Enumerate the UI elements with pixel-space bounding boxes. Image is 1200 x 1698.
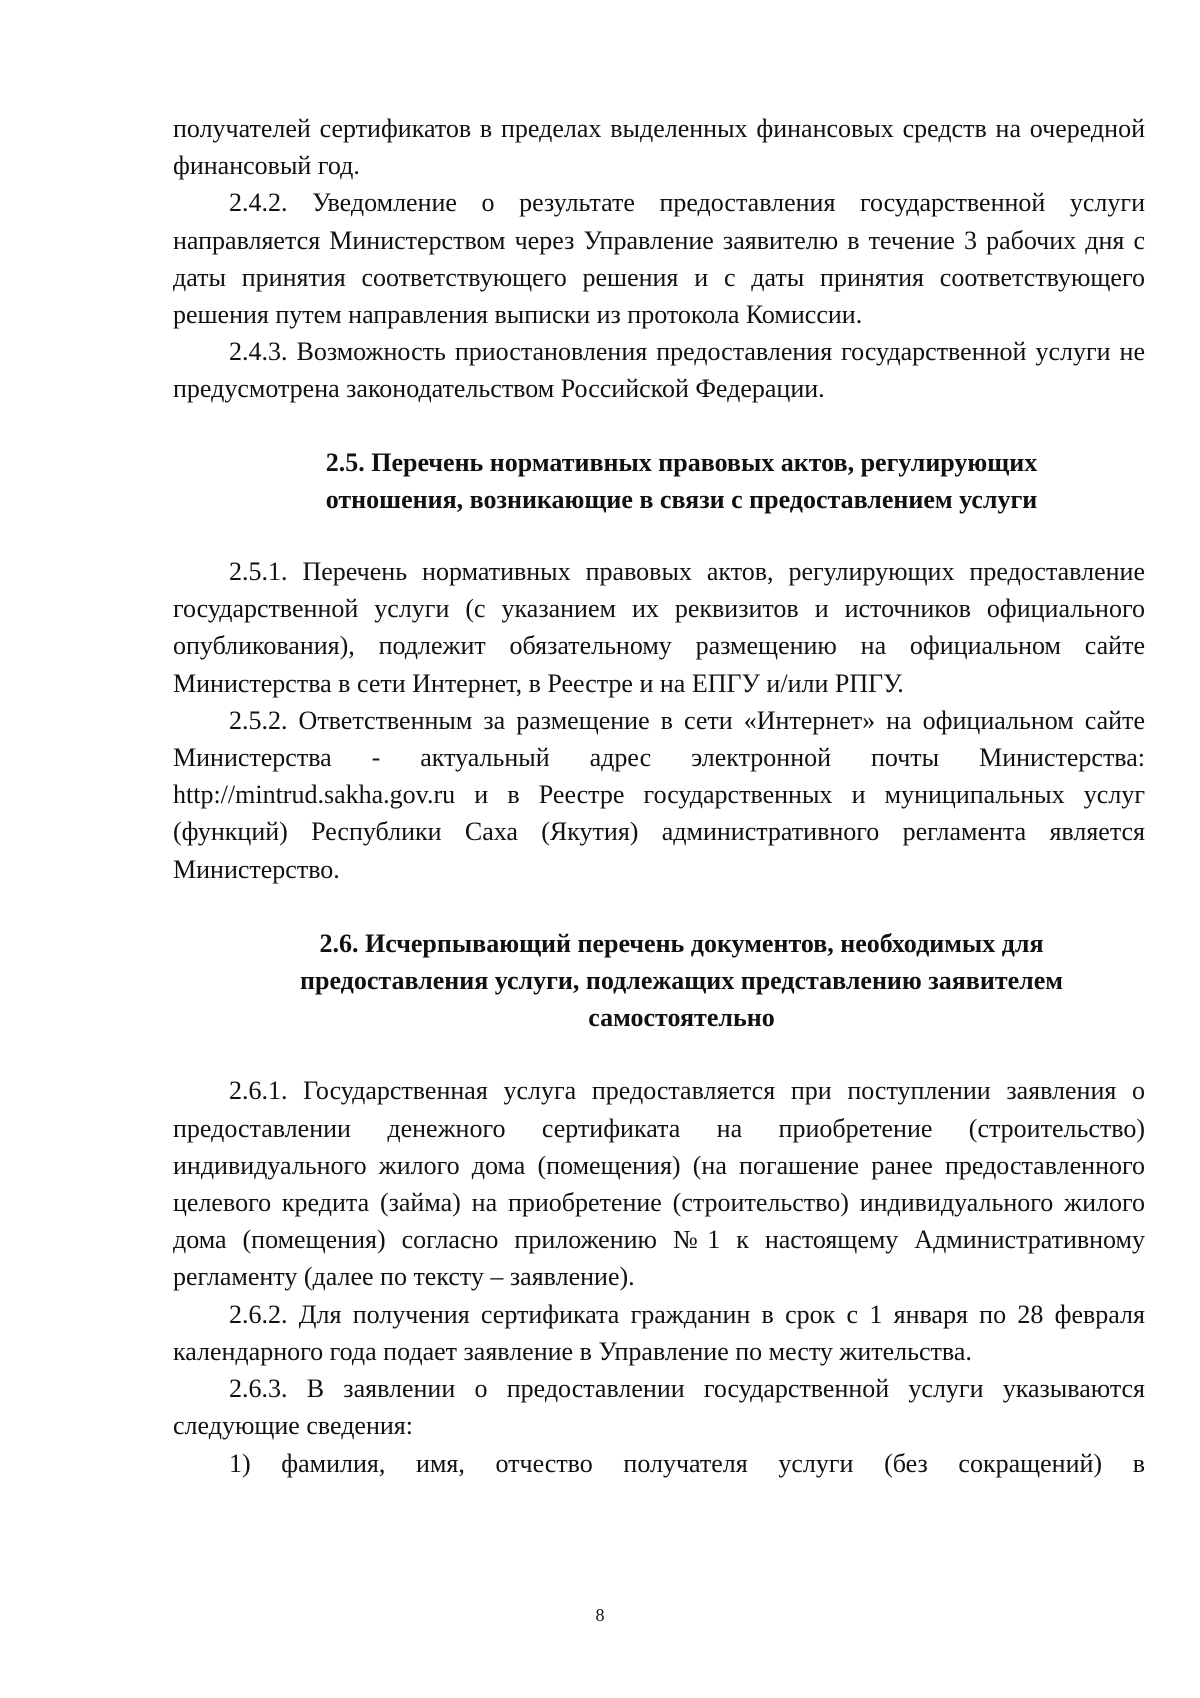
- section-heading-2-6: [173, 925, 1145, 1037]
- paragraph-continuation: получателей сертификатов в пределах выделенных финансовых средств на очередной финансовый год.: [173, 114, 1145, 181]
- document-body: [173, 110, 1145, 1482]
- section-heading-2-5-line-2: отношения, возникающие в связи с предоставлением услуги: [325, 484, 1038, 514]
- section-heading-2-6-line-3: самостоятельно: [588, 1003, 775, 1033]
- paragraph-2-6-3: 2.6.3. В заявлении о предоставлении государственной услуги указываются следующие сведения:: [173, 1374, 1145, 1441]
- paragraph-2-4-2: 2.4.2. Уведомление о результате предоставления государственной услуги направляется Министерством через Управление заявителю в течение 3 рабочих дня с даты принятия соответствующего решения и с даты принятия соответствующего решения путем направления выписки из протокола Комиссии.: [173, 188, 1145, 330]
- paragraph-2-5-1: 2.5.1. Перечень нормативных правовых актов, регулирующих предоставление государственной услуги (с указанием их реквизитов и источников официального опубликования), подлежит обязательному размещению на официальном сайте Министерства в сети Интернет, в Реестре и на ЕПГУ и/или РПГУ.: [173, 557, 1145, 698]
- section-heading-2-5: [173, 444, 1145, 518]
- section-heading-2-5-line-1: 2.5. Перечень нормативных правовых актов, регулирующих: [325, 447, 1038, 477]
- page-number: 8: [595, 1605, 605, 1625]
- paragraph-2-4-3: 2.4.3. Возможность приостановления предоставления государственной услуги не предусмотрена законодательством Российской Федерации.: [173, 337, 1145, 404]
- paragraph-2-5-2: 2.5.2. Ответственным за размещение в сети «Интернет» на официальном сайте Министерства - актуальный адрес электронной почты Министерства: http://mintrud.sakha.gov.ru и в Реестре государственных и муниципальных услуг (функций) Республики Саха (Якутия) административного регламента является Министерство.: [173, 705, 1145, 884]
- paragraph-2-6-2: 2.6.2. Для получения сертификата гражданин в срок с 1 января по 28 февраля календарного года подает заявление в Управление по месту жительства.: [173, 1299, 1145, 1366]
- section-heading-2-6-line-1: 2.6. Исчерпывающий перечень документов, необходимых для: [319, 928, 1044, 958]
- section-heading-2-6-line-2: предоставления услуги, подлежащих представлению заявителем: [300, 966, 1063, 996]
- list-item-1: 1) фамилия, имя, отчество получателя услуги (без сокращений) в: [229, 1448, 1145, 1478]
- paragraph-2-6-1: 2.6.1. Государственная услуга предоставляется при поступлении заявления о предоставлении денежного сертификата на приобретение (строительство) индивидуального жилого дома (помещения) (на погашение ранее предоставленного целевого кредита (займа) на приобретение (строительство) индивидуального жилого дома (помещения) согласно приложению №1 к настоящему Административному регламенту (далее по тексту – заявление).: [173, 1076, 1145, 1292]
